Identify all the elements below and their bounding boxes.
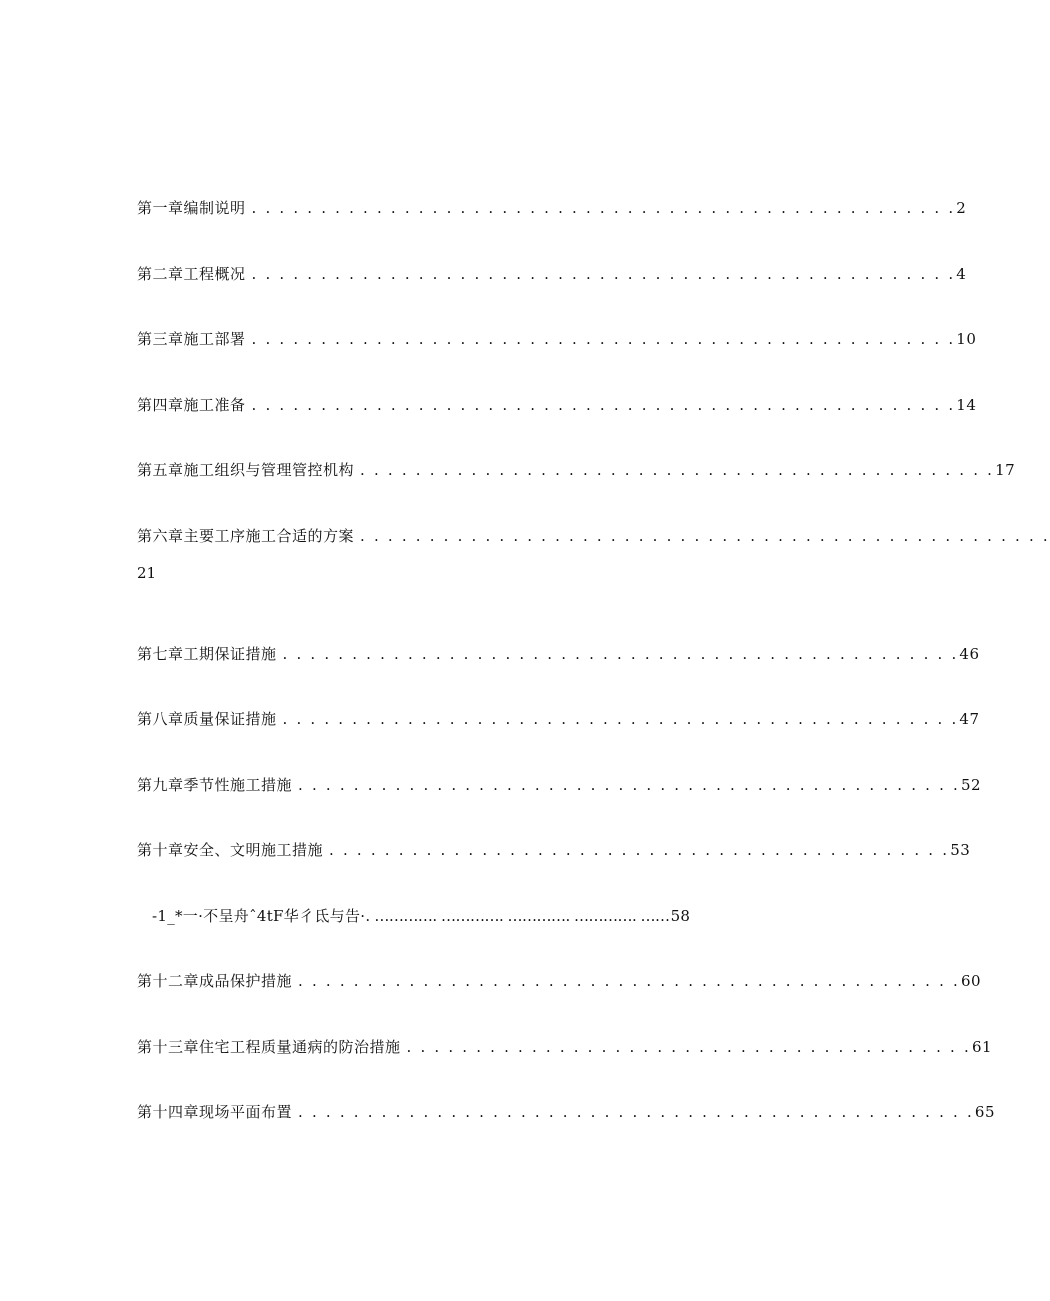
toc-page-number: 65 xyxy=(974,1103,996,1121)
toc-page-number: 17 xyxy=(995,461,1016,479)
toc-entry-chapter-2[interactable] xyxy=(137,265,966,283)
toc-leader-dots: . . . . . . . . . . . . . . . . . . . . . . . . . . . . . . . . . . . . . . . . . . . . . . xyxy=(360,461,995,479)
toc-page-number: 60 xyxy=(960,972,982,990)
toc-entry-chapter-3[interactable] xyxy=(137,330,976,348)
toc-leader-dots: . . . . . . . . . . . . . . . . . . . . . . . . . . . . . . . . . . . . . . . . . xyxy=(406,1038,971,1056)
toc-entry-chapter-13[interactable] xyxy=(137,1038,992,1056)
toc-entry-title: 第八章质量保证措施 xyxy=(137,710,277,728)
toc-leader-dots: …………. …………. …………. …………. …… xyxy=(374,907,670,925)
toc-page-number: 58 xyxy=(670,907,691,925)
toc-entry-chapter-7[interactable] xyxy=(137,645,980,663)
toc-entry-chapter-11-garbled[interactable] xyxy=(152,907,690,925)
toc-entry-chapter-4[interactable] xyxy=(137,396,976,414)
toc-entry-chapter-8[interactable] xyxy=(137,710,980,728)
toc-entry-chapter-9[interactable] xyxy=(137,776,981,794)
toc-entry-title: 第二章工程概况 xyxy=(137,265,246,283)
toc-leader-dots: . . . . . . . . . . . . . . . . . . . . . . . . . . . . . . . . . . . . . . . . . . . . . . . . . . . xyxy=(251,396,956,414)
toc-entry-title: 第十二章成品保护措施 xyxy=(137,972,293,990)
toc-page-number: 10 xyxy=(956,330,977,348)
toc-leader-dots: . . . . . . . . . . . . . . . . . . . . . . . . . . . . . . . . . . . . . . . . . . . . . . . . . . . xyxy=(251,330,956,348)
toc-page-number: 52 xyxy=(960,776,982,794)
toc-entry-chapter-6[interactable] xyxy=(137,527,1050,545)
toc-entry-title: 第五章施工组织与管理管控机构 xyxy=(137,461,355,479)
toc-entry-title: 第十章安全、文明施工措施 xyxy=(137,841,324,859)
toc-leader-dots: . . . . . . . . . . . . . . . . . . . . . . . . . . . . . . . . . . . . . . . . . . . . . . . . . . xyxy=(360,527,1050,545)
toc-entry-title: 第七章工期保证措施 xyxy=(137,645,277,663)
toc-leader-dots: . . . . . . . . . . . . . . . . . . . . . . . . . . . . . . . . . . . . . . . . . . . . . . . . xyxy=(298,972,960,990)
toc-entry-title: 第三章施工部署 xyxy=(137,330,246,348)
toc-entry-chapter-10[interactable] xyxy=(137,841,970,859)
toc-entry-chapter-1[interactable] xyxy=(137,199,966,217)
toc-entry-chapter-14[interactable] xyxy=(137,1103,995,1121)
toc-leader-dots: . . . . . . . . . . . . . . . . . . . . . . . . . . . . . . . . . . . . . . . . . . . . . . . . . . . xyxy=(251,265,956,283)
toc-page-number-wrapped[interactable]: 21 xyxy=(137,564,157,582)
toc-entry-title: 第四章施工准备 xyxy=(137,396,246,414)
toc-page-number: 47 xyxy=(959,710,980,728)
toc-entry-title: 第一章编制说明 xyxy=(137,199,246,217)
toc-page-number: 14 xyxy=(956,396,977,414)
toc-entry-title: 第九章季节性施工措施 xyxy=(137,776,293,794)
toc-leader-dots: . . . . . . . . . . . . . . . . . . . . . . . . . . . . . . . . . . . . . . . . . . . . . xyxy=(329,841,950,859)
toc-entry-title: 第十三章住宅工程质量通病的防治措施 xyxy=(137,1038,401,1056)
toc-leader-dots: . . . . . . . . . . . . . . . . . . . . . . . . . . . . . . . . . . . . . . . . . . . . . . . . . xyxy=(282,710,959,728)
toc-entry-chapter-5[interactable] xyxy=(137,461,1015,479)
toc-page-number: 4 xyxy=(956,265,967,283)
toc-page-number: 61 xyxy=(971,1038,993,1056)
toc-entry-title: 第六章主要工序施工合适的方案 xyxy=(137,527,355,545)
toc-leader-dots: . . . . . . . . . . . . . . . . . . . . . . . . . . . . . . . . . . . . . . . . . . . . . . . . . xyxy=(282,645,959,663)
toc-entry-title: -1_*一·不呈舟ˆ4tF华彳氐与告·. xyxy=(152,907,371,925)
toc-entry-title: 第十四章现场平面布置 xyxy=(137,1103,293,1121)
toc-leader-dots: . . . . . . . . . . . . . . . . . . . . . . . . . . . . . . . . . . . . . . . . . . . . . . . . xyxy=(298,776,960,794)
toc-leader-dots: . . . . . . . . . . . . . . . . . . . . . . . . . . . . . . . . . . . . . . . . . . . . . . . . . . . xyxy=(251,199,956,217)
toc-entry-chapter-12[interactable] xyxy=(137,972,981,990)
toc-page-number: 46 xyxy=(959,645,980,663)
toc-leader-dots: . . . . . . . . . . . . . . . . . . . . . . . . . . . . . . . . . . . . . . . . . . . . . . . . . xyxy=(298,1103,974,1121)
toc-page-number: 53 xyxy=(950,841,971,859)
toc-page-number: 2 xyxy=(956,199,967,217)
